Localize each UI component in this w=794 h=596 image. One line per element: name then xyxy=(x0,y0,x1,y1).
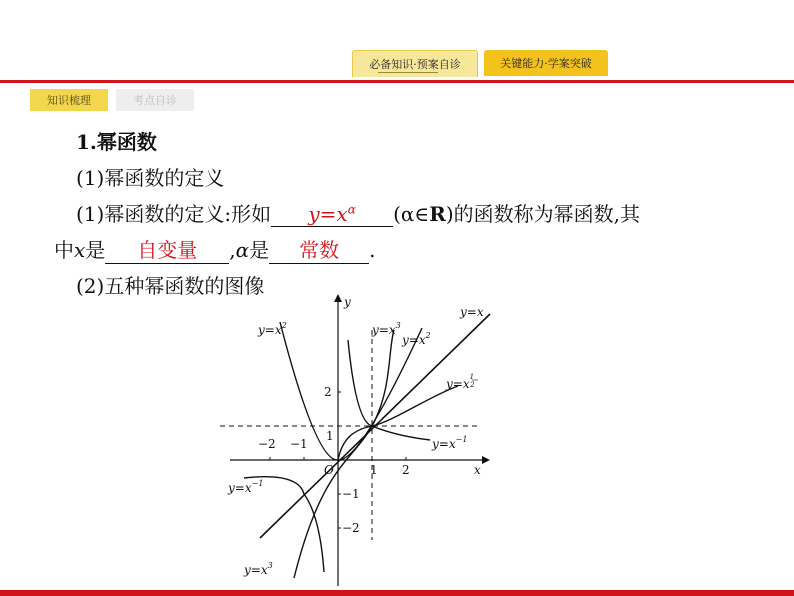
definition-line xyxy=(76,198,640,227)
answer-formula-exponent: α xyxy=(347,202,356,217)
line2-comma: , xyxy=(229,238,236,262)
curve-y-x3 xyxy=(294,330,394,578)
line2-is-2: 是 xyxy=(249,238,270,262)
tick-label-x-neg2: −2 xyxy=(258,437,276,451)
real-set-symbol: R xyxy=(429,202,446,226)
definition-prefix: (1)幂函数的定义:形如 xyxy=(76,202,272,226)
variable-x: x xyxy=(74,238,86,262)
tick-label-y-neg2: −2 xyxy=(342,521,360,535)
answer-blank-formula xyxy=(271,202,393,227)
definition-paren: (α∈ xyxy=(393,202,430,226)
heading-number: 1 xyxy=(76,130,90,154)
tick-label-x-1: 1 xyxy=(370,463,378,477)
definition-line-2 xyxy=(54,234,376,264)
sub-tabs xyxy=(30,89,194,111)
line2-prefix: 中 xyxy=(54,238,74,262)
variable-alpha: α xyxy=(235,238,250,262)
label-y-sqrt: $y=x^1$ 2 xyxy=(446,373,475,391)
label-y-x2-left: $y=x^2$ xyxy=(258,321,287,337)
tick-label-y-neg1: −1 xyxy=(342,487,360,501)
tab-key-abilities[interactable]: 关键能力·学案突破 xyxy=(484,50,608,76)
x-axis-label: x xyxy=(474,463,481,477)
footer-red-rule xyxy=(0,590,794,596)
section-heading xyxy=(76,126,157,155)
header-red-rule xyxy=(0,80,794,83)
label-y-x2-right: $y=x^2$ xyxy=(402,331,431,347)
tick-label-y-2: 2 xyxy=(324,385,332,399)
origin-label: O xyxy=(324,463,334,477)
tick-label-y-1: 1 xyxy=(326,429,334,443)
active-tab-underline xyxy=(378,72,438,73)
answer-formula: y=x xyxy=(308,202,348,226)
tick-label-x-2: 2 xyxy=(402,463,410,477)
y-axis-label: y xyxy=(344,295,351,309)
answer-blank-variable: 自变量 xyxy=(105,234,229,264)
definition-suffix: )的函数称为幂函数,其 xyxy=(445,202,640,226)
heading-text: .幂函数 xyxy=(89,130,157,154)
subheading-definition: (1)幂函数的定义 xyxy=(76,166,225,190)
line2-period: . xyxy=(369,238,376,262)
answer-blank-constant: 常数 xyxy=(269,234,369,264)
label-y-x3-bottom: $y=x^3$ xyxy=(244,561,273,577)
tick-label-x-neg1: −1 xyxy=(290,437,308,451)
label-y-x: y=x xyxy=(460,305,484,319)
x-axis-arrow xyxy=(482,456,490,464)
curve-y-inverse-q1 xyxy=(348,340,430,440)
subtab-knowledge-review[interactable]: 知识梳理 xyxy=(30,89,108,111)
curve-y-inverse-q3 xyxy=(244,477,324,572)
label-y-x3-top: $y=x^3$ xyxy=(372,321,401,337)
line2-is: 是 xyxy=(85,238,106,262)
label-y-inverse-right: $y=x^{-1}$ xyxy=(432,435,468,451)
label-y-inverse-left: $y=x^{-1}$ xyxy=(228,479,264,495)
subheading-graphs: (2)五种幂函数的图像 xyxy=(76,274,265,298)
power-functions-graph xyxy=(220,290,500,586)
subtab-self-test[interactable]: 考点自诊 xyxy=(116,89,194,111)
tab-essential-knowledge[interactable]: 必备知识·预案自诊 xyxy=(352,50,478,77)
y-axis-arrow xyxy=(334,294,342,302)
